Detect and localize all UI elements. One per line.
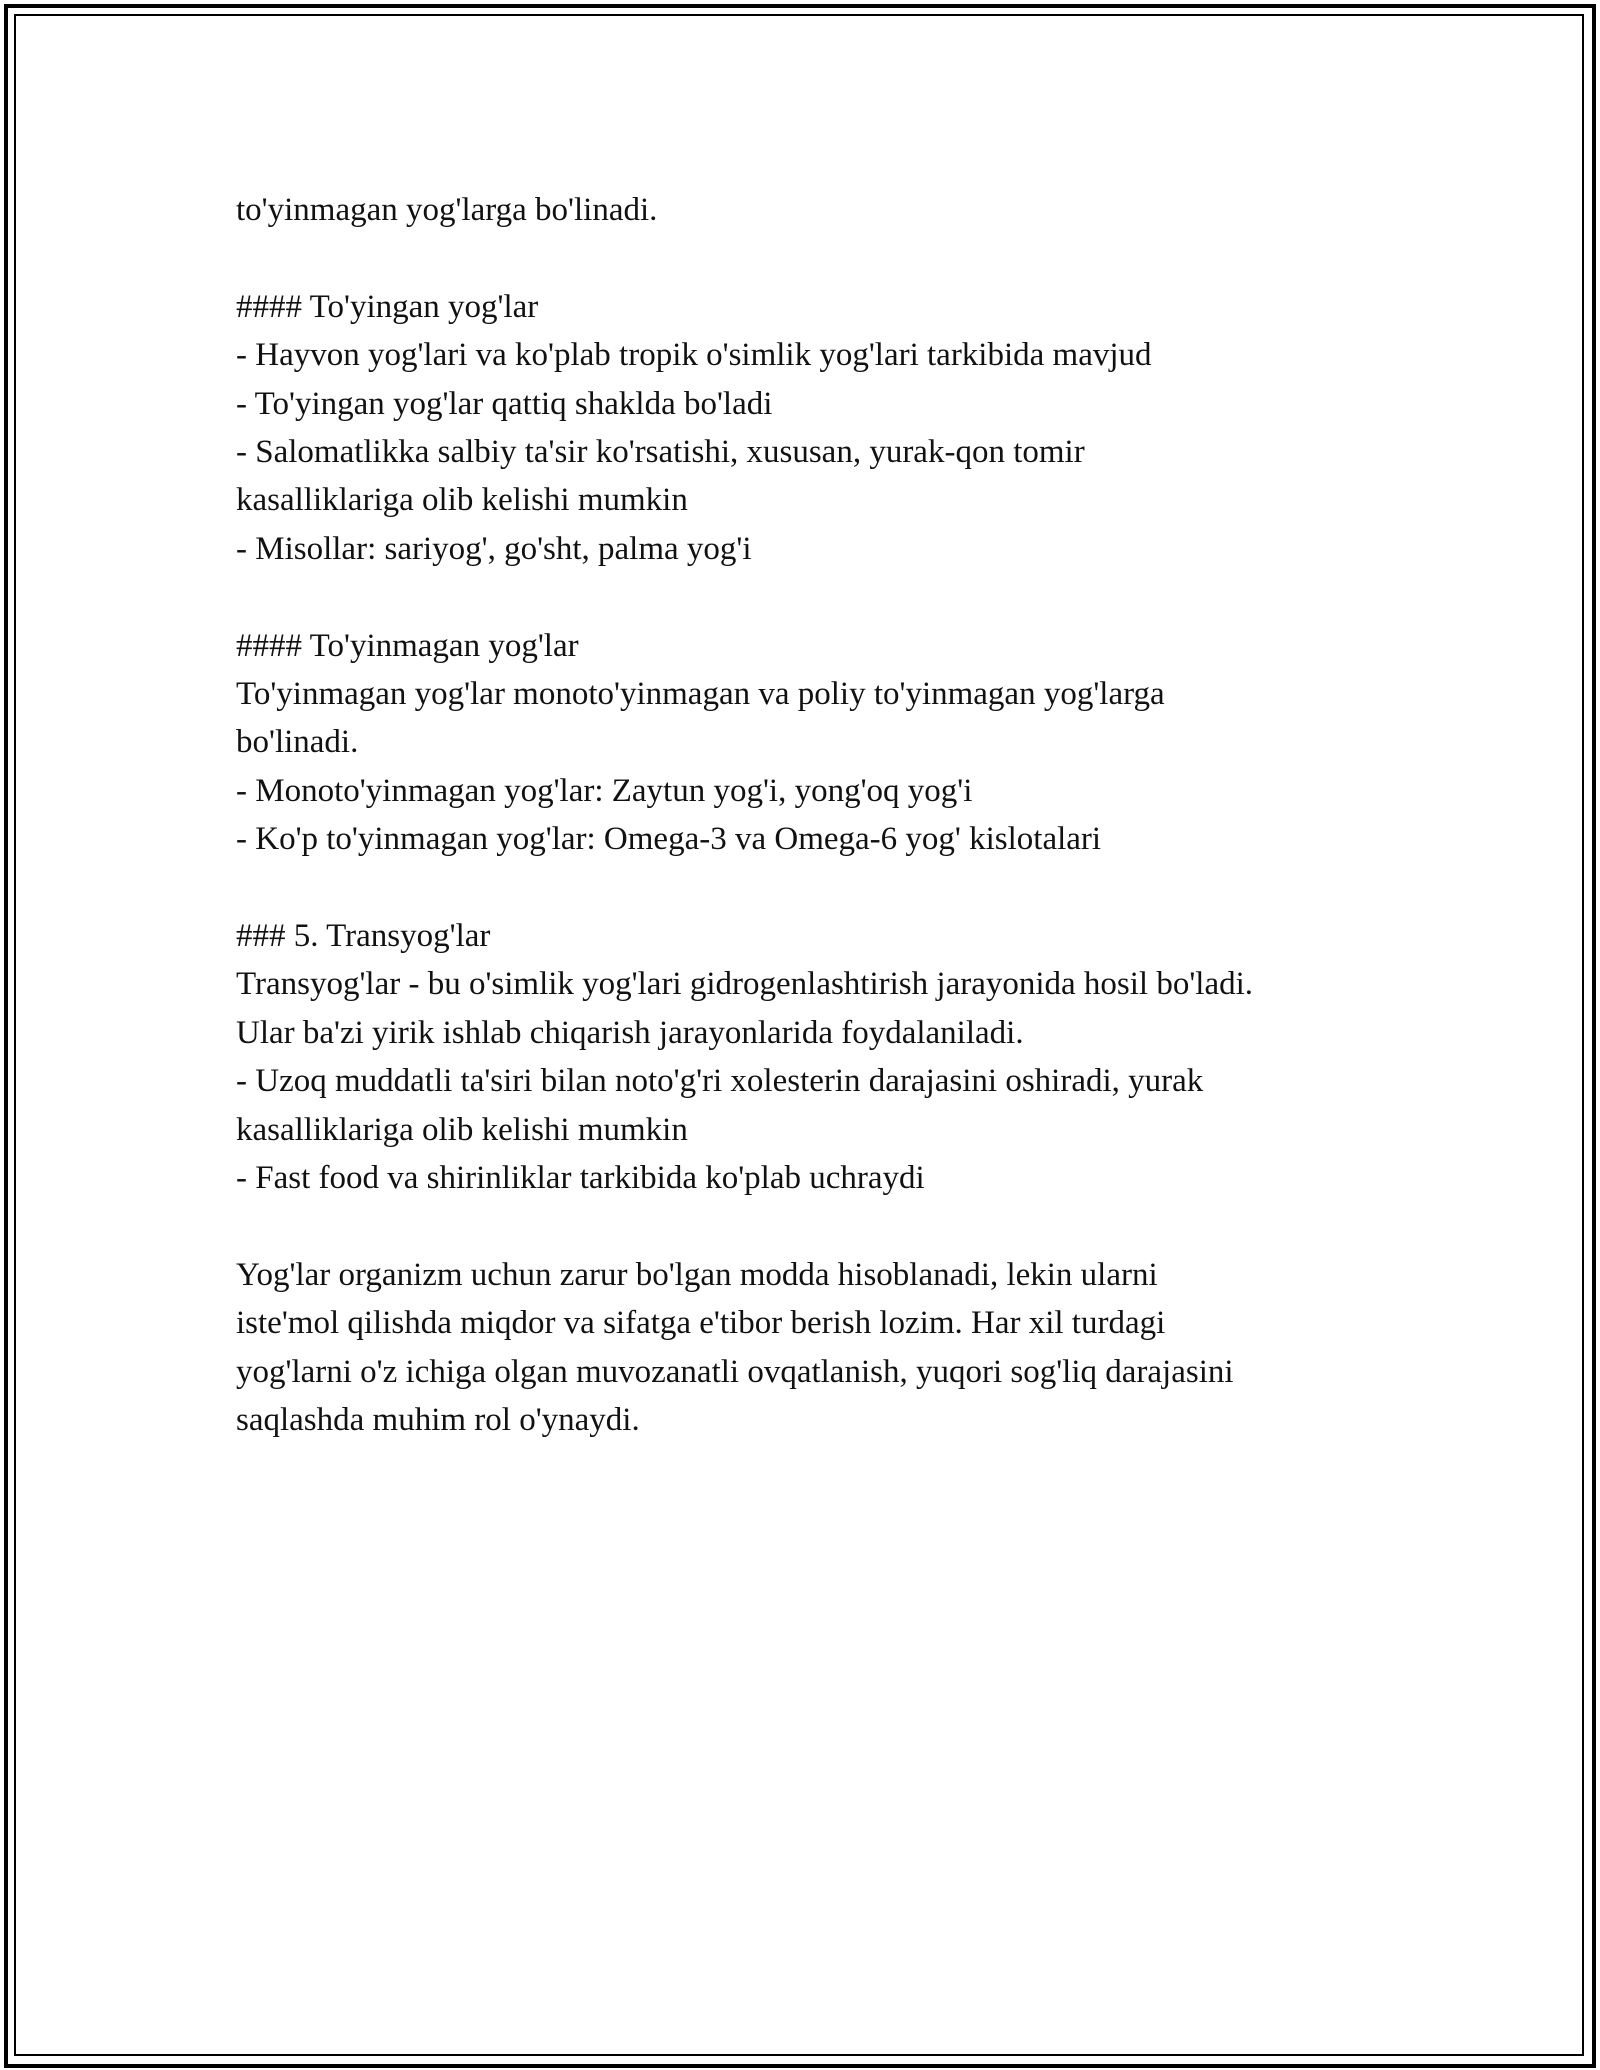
saturated-line-4: kasalliklariga olib kelishi mumkin (236, 482, 688, 519)
document-body (236, 186, 1416, 1445)
saturated-line-5: - Misollar: sariyog', go'sht, palma yog'i (236, 530, 752, 567)
spacer (236, 573, 1416, 621)
spacer (236, 864, 1416, 912)
saturated-line-2: - To'yingan yog'lar qattiq shaklda bo'ladi (236, 385, 773, 422)
spacer (236, 1202, 1416, 1250)
intro-tail-line: to'yinmagan yog'larga bo'linadi. (236, 192, 658, 228)
trans-line-1: Transyog'lar - bu o'simlik yog'lari gidrogenlashtirish jarayonida hosil bo'ladi. (236, 966, 1254, 1003)
spacer (236, 234, 1416, 282)
unsaturated-fats-heading: #### To'yinmagan yog'lar (236, 627, 579, 664)
trans-line-5: - Fast food va shirinliklar tarkibida ko'plab uchraydi (236, 1160, 925, 1197)
unsaturated-line-2: bo'linadi. (236, 724, 359, 761)
unsaturated-line-3: - Monoto'yinmagan yog'lar: Zaytun yog'i, yong'oq yog'i (236, 772, 973, 809)
trans-line-2: Ular ba'zi yirik ishlab chiqarish jarayonlarida foydalaniladi. (236, 1014, 1024, 1051)
trans-fats-heading: ### 5. Transyog'lar (236, 918, 491, 955)
conclusion-line-4: saqlashda muhim rol o'ynaydi. (236, 1402, 640, 1439)
saturated-line-3: - Salomatlikka salbiy ta'sir ko'rsatishi, xususan, yurak-qon tomir (236, 434, 1085, 471)
conclusion-line-1: Yog'lar organizm uchun zarur bo'lgan modda hisoblanadi, lekin ularni (236, 1256, 1158, 1293)
trans-line-4: kasalliklariga olib kelishi mumkin (236, 1111, 688, 1148)
trans-line-3: - Uzoq muddatli ta'siri bilan noto'g'ri xolesterin darajasini oshiradi, yurak (236, 1063, 1204, 1100)
saturated-line-1: - Hayvon yog'lari va ko'plab tropik o'simlik yog'lari tarkibida mavjud (236, 337, 1152, 374)
unsaturated-line-1: To'yinmagan yog'lar monoto'yinmagan va poliy to'yinmagan yog'larga (236, 676, 1165, 713)
saturated-fats-heading: #### To'yingan yog'lar (236, 288, 539, 325)
conclusion-line-2: iste'mol qilishda miqdor va sifatga e'tibor berish lozim. Har xil turdagi (236, 1305, 1166, 1342)
unsaturated-line-4: - Ko'p to'yinmagan yog'lar: Omega-3 va Omega-6 yog' kislotalari (236, 821, 1102, 858)
conclusion-line-3: yog'larni o'z ichiga olgan muvozanatli ovqatlanish, yuqori sog'liq darajasini (236, 1353, 1234, 1390)
